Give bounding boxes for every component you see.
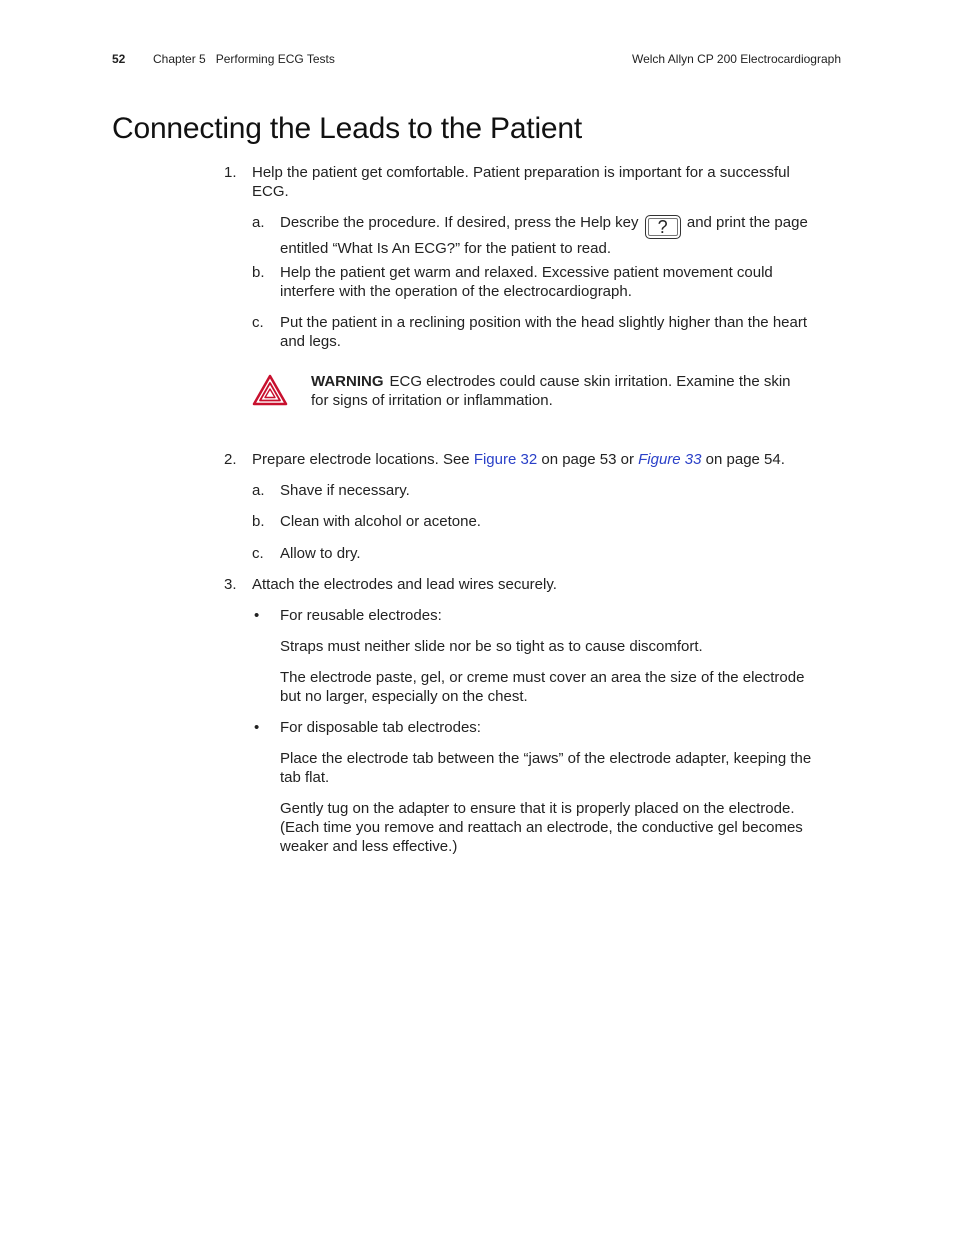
bullet-2-paragraph-2-line-2: (Each time you remove and reattach an electrode, the conductive gel becomes	[280, 819, 803, 836]
step-1b-line-1: Help the patient get warm and relaxed. Excessive patient movement could	[280, 264, 773, 281]
help-key-label: ?	[657, 217, 668, 237]
step-1-line-1: Help the patient get comfortable. Patient preparation is important for a successful	[252, 164, 790, 181]
step-1b-marker: b.	[252, 264, 265, 281]
step-2-text-after: on page 54.	[705, 451, 785, 468]
step-2a-marker: a.	[252, 482, 265, 499]
warning-triangle-icon	[252, 374, 288, 406]
step-1a-text	[280, 213, 808, 258]
step-1c-line-2: and legs.	[280, 333, 341, 350]
bullet-1-paragraph-1: Straps must neither slide nor be so tight as to cause discomfort.	[280, 638, 703, 655]
warning-label: WARNING	[311, 373, 384, 390]
bullet-2-paragraph-2	[280, 799, 803, 856]
bullet-2-paragraph-2-line-3: weaker and less effective.)	[280, 838, 458, 855]
step-1a-line-1-before: Describe the procedure. If desired, press the Help key	[280, 214, 639, 231]
step-1-line-2: ECG.	[252, 183, 289, 200]
step-2c-marker: c.	[252, 545, 264, 562]
step-1c-text	[280, 313, 807, 351]
bullet-1-marker: •	[254, 607, 260, 624]
figure-33-link[interactable]: Figure 33	[638, 451, 702, 468]
step-3-number: 3.	[224, 576, 237, 593]
bullet-2-paragraph-1	[280, 749, 811, 787]
step-2-text-mid: on page 53 or	[541, 451, 634, 468]
bullet-2-paragraph-1-line-2: tab flat.	[280, 769, 330, 786]
figure-32-link[interactable]: Figure 32	[473, 451, 538, 468]
step-1a-line-2: entitled “What Is An ECG?” for the patient to read.	[280, 240, 612, 257]
chapter-heading: Chapter 5 Performing ECG Tests	[153, 52, 335, 66]
book-title: Welch Allyn CP 200 Electrocardiograph	[631, 52, 841, 66]
step-1c-marker: c.	[252, 314, 264, 331]
page-number: 52	[112, 52, 126, 66]
step-2b-text: Clean with alcohol or acetone.	[280, 513, 481, 530]
warning-line-1: ECG electrodes could cause skin irritation. Examine the skin	[389, 373, 791, 390]
bullet-1-paragraph-2	[280, 668, 804, 706]
step-1b-line-2: interfere with the operation of the electrocardiograph.	[280, 283, 632, 300]
bullet-2-paragraph-2-line-1: Gently tug on the adapter to ensure that it is properly placed on the electrode.	[280, 800, 795, 817]
bullet-2-paragraph-1-line-1: Place the electrode tab between the “jaws” of the electrode adapter, keeping the	[280, 750, 812, 767]
bullet-1-text: For reusable electrodes:	[280, 607, 442, 624]
step-2-number: 2.	[224, 451, 237, 468]
step-2b-marker: b.	[252, 513, 265, 530]
step-1-text	[252, 163, 790, 201]
page-title: Connecting the Leads to the Patient	[112, 112, 583, 145]
step-3-text: Attach the electrodes and lead wires securely.	[252, 576, 557, 593]
step-1a-marker: a.	[252, 214, 265, 231]
step-1a-line-1-after: and print the page	[686, 214, 808, 231]
bullet-1-paragraph-2-line-2: but no larger, especially on the chest.	[280, 688, 528, 705]
bullet-2-text: For disposable tab electrodes:	[280, 719, 481, 736]
step-1b-text	[280, 263, 773, 301]
step-2a-text: Shave if necessary.	[280, 482, 410, 499]
step-1-number: 1.	[224, 164, 237, 181]
step-2-text-before: Prepare electrode locations. See	[252, 451, 470, 468]
bullet-2-marker: •	[254, 719, 260, 736]
warning-text	[311, 372, 791, 410]
help-key-icon	[645, 215, 681, 239]
bullet-1-paragraph-2-line-1: The electrode paste, gel, or creme must cover an area the size of the electrode	[280, 669, 805, 686]
step-2-text	[252, 450, 785, 469]
step-2c-text: Allow to dry.	[280, 545, 361, 562]
warning-line-2: for signs of irritation or inflammation.	[311, 392, 553, 409]
step-1c-line-1: Put the patient in a reclining position with the head slightly higher than the heart	[280, 314, 808, 331]
